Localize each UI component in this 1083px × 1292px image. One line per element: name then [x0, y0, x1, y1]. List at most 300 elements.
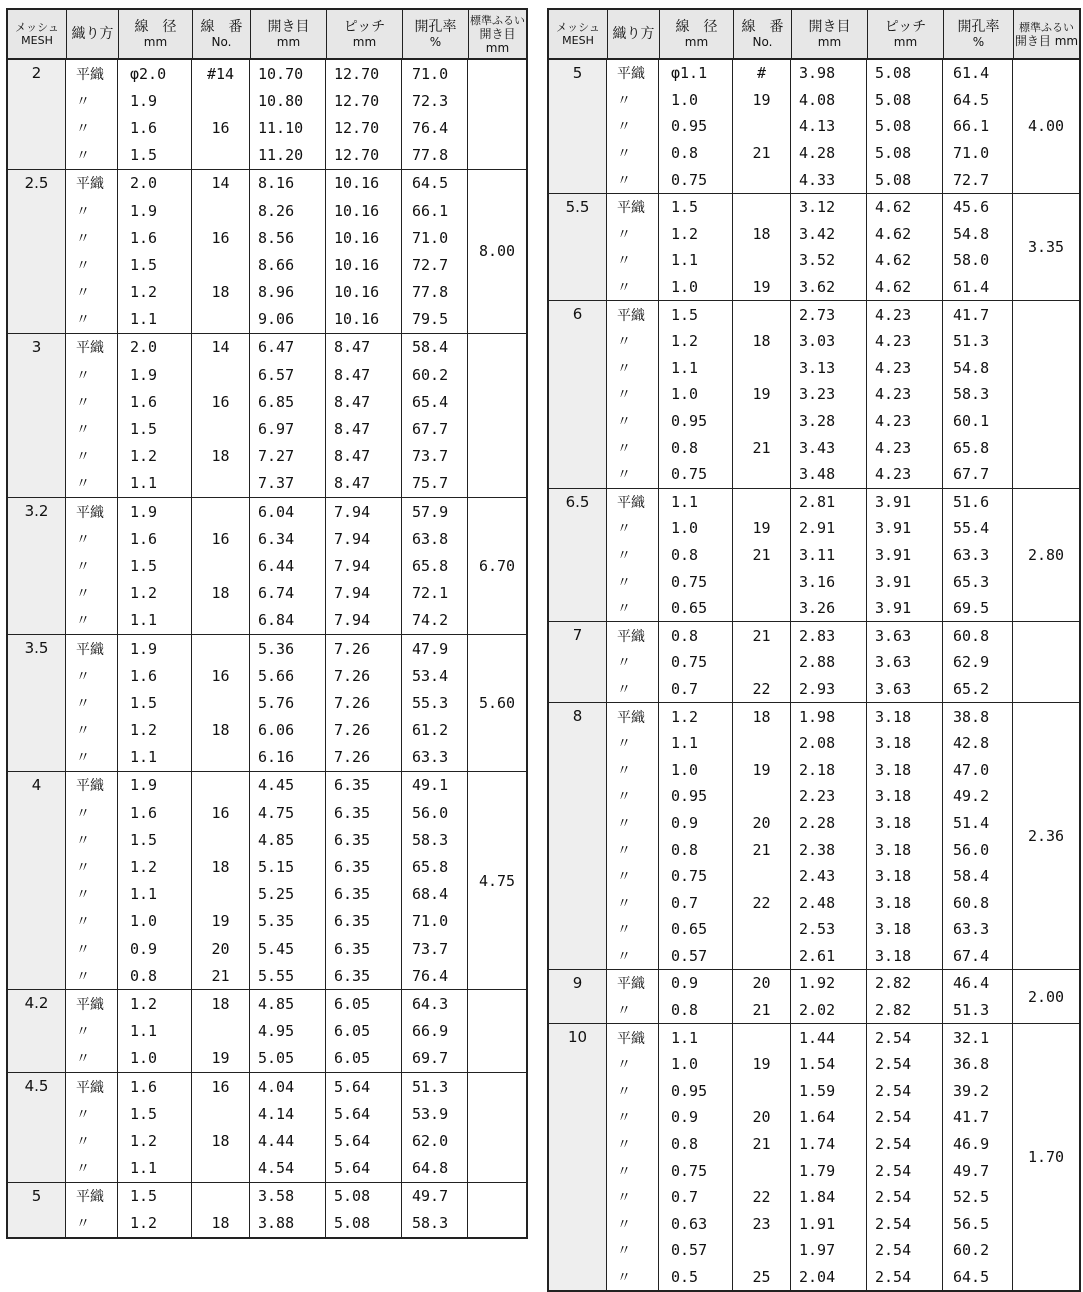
cell-pitch: 2.54 [867, 1157, 943, 1184]
standard-sieve-value: 4.75 [478, 871, 516, 890]
cell-weave: 平織 [607, 60, 659, 87]
cell-pitch: 3.63 [867, 676, 943, 703]
cell-num [192, 1155, 250, 1182]
cell-weave: 〃 [66, 197, 118, 224]
table-row [66, 1018, 468, 1045]
cell-dia: 0.8 [659, 542, 733, 569]
header-dia-line: mm [143, 35, 168, 49]
cell-weave: 〃 [66, 142, 118, 169]
cell-num: 20 [733, 970, 791, 997]
table-row [607, 1211, 1013, 1238]
cell-pitch: 2.54 [867, 1211, 943, 1238]
cell-dia: 1.9 [118, 635, 192, 662]
cell-ratio: 58.3 [402, 1210, 468, 1237]
cell-pitch: 7.94 [326, 552, 402, 579]
cell-pitch: 7.94 [326, 580, 402, 607]
cell-dia: 0.57 [659, 943, 733, 970]
table-row [66, 60, 468, 87]
mesh-group [549, 194, 1079, 301]
mesh-group [8, 772, 526, 991]
cell-dia: 1.0 [118, 1045, 192, 1072]
cell-weave: 〃 [607, 1211, 659, 1238]
cell-ratio: 54.8 [943, 355, 1013, 382]
table-row [66, 1127, 468, 1154]
cell-weave: 〃 [66, 1210, 118, 1237]
cell-pitch: 4.23 [867, 328, 943, 355]
cell-num [192, 1100, 250, 1127]
header-weave: 織り方 [607, 10, 659, 58]
cell-open: 8.56 [250, 224, 326, 251]
cell-pitch: 3.18 [867, 863, 943, 890]
cell-open: 2.38 [791, 836, 867, 863]
table-row [607, 87, 1013, 114]
mesh-group [8, 334, 526, 498]
cell-open: 4.95 [250, 1018, 326, 1045]
cell-open: 3.28 [791, 408, 867, 435]
cell-ratio: 72.3 [402, 87, 468, 114]
cell-ratio: 62.0 [402, 1127, 468, 1154]
header-dia-line: mm [684, 35, 709, 49]
mesh-group [8, 1073, 526, 1183]
cell-pitch: 10.16 [326, 306, 402, 333]
table-row [66, 525, 468, 552]
cell-num [733, 355, 791, 382]
cell-dia: 1.1 [659, 355, 733, 382]
cell-open: 10.70 [250, 60, 326, 87]
mesh-value: 5 [549, 60, 607, 193]
standard-sieve-value [1013, 622, 1079, 702]
cell-pitch: 3.18 [867, 836, 943, 863]
cell-open: 5.05 [250, 1045, 326, 1072]
cell-pitch: 2.54 [867, 1051, 943, 1078]
cell-open: 2.04 [791, 1264, 867, 1291]
standard-sieve-value: 2.00 [1027, 987, 1065, 1006]
cell-open: 6.44 [250, 552, 326, 579]
mesh-group [8, 60, 526, 170]
cell-weave: 〃 [66, 962, 118, 989]
table-row [66, 881, 468, 908]
cell-weave: 〃 [66, 1018, 118, 1045]
cell-weave: 〃 [66, 853, 118, 880]
cell-num [733, 1024, 791, 1051]
cell-weave: 〃 [66, 662, 118, 689]
cell-ratio: 41.7 [943, 301, 1013, 328]
cell-ratio: 60.2 [943, 1237, 1013, 1264]
cell-num: 22 [733, 676, 791, 703]
cell-weave: 〃 [607, 542, 659, 569]
table-row [66, 306, 468, 333]
table-row [607, 889, 1013, 916]
cell-pitch: 12.70 [326, 87, 402, 114]
cell-dia: 1.1 [118, 470, 192, 497]
table-row [607, 194, 1013, 221]
cell-open: 6.34 [250, 525, 326, 552]
cell-weave: 平織 [66, 772, 118, 799]
cell-weave: 〃 [607, 997, 659, 1024]
cell-open: 6.06 [250, 717, 326, 744]
cell-open: 2.88 [791, 649, 867, 676]
cell-num: 19 [733, 381, 791, 408]
cell-open: 6.57 [250, 361, 326, 388]
cell-dia: 0.95 [659, 408, 733, 435]
cell-open: 11.20 [250, 142, 326, 169]
cell-dia: 1.2 [659, 703, 733, 730]
table-row [66, 279, 468, 306]
header-open [250, 10, 326, 58]
cell-weave: 〃 [66, 361, 118, 388]
cell-num [192, 197, 250, 224]
cell-dia: φ2.0 [118, 60, 192, 87]
cell-pitch: 6.05 [326, 1018, 402, 1045]
cell-open: 4.04 [250, 1073, 326, 1100]
cell-ratio: 65.8 [943, 434, 1013, 461]
standard-sieve-value [468, 334, 526, 497]
cell-weave: 〃 [607, 916, 659, 943]
cell-ratio: 60.8 [943, 889, 1013, 916]
cell-weave: 〃 [607, 649, 659, 676]
cell-open: 2.91 [791, 515, 867, 542]
cell-ratio: 49.7 [943, 1157, 1013, 1184]
cell-dia: 1.0 [659, 381, 733, 408]
left-table [6, 8, 528, 1239]
cell-weave: 〃 [607, 1157, 659, 1184]
cell-dia: 1.5 [659, 301, 733, 328]
cell-ratio: 64.5 [943, 1264, 1013, 1291]
mesh-group [8, 498, 526, 635]
cell-dia: 1.6 [118, 799, 192, 826]
cell-dia: 1.5 [118, 1100, 192, 1127]
mesh-value: 4.2 [8, 990, 66, 1072]
cell-weave: 〃 [66, 744, 118, 771]
header-open-line: mm [276, 35, 301, 49]
cell-dia: 1.0 [659, 515, 733, 542]
cell-dia: 1.0 [659, 274, 733, 301]
header-num [733, 10, 791, 58]
table-row [607, 783, 1013, 810]
header-num-line: 線 番 [741, 19, 784, 35]
cell-open: 3.62 [791, 274, 867, 301]
cell-pitch: 5.08 [867, 113, 943, 140]
group-rows [607, 60, 1013, 193]
cell-dia: 0.75 [659, 568, 733, 595]
header-ratio-line: 開孔率 [414, 19, 457, 35]
cell-ratio: 67.7 [402, 415, 468, 442]
cell-open: 1.64 [791, 1104, 867, 1131]
table-row [66, 826, 468, 853]
table-row [66, 635, 468, 662]
cell-weave: 平織 [607, 970, 659, 997]
cell-num [733, 730, 791, 757]
cell-dia: 1.6 [118, 1073, 192, 1100]
cell-weave: 〃 [66, 1127, 118, 1154]
cell-ratio: 60.2 [402, 361, 468, 388]
cell-num [733, 568, 791, 595]
cell-weave: 平織 [607, 622, 659, 649]
cell-pitch: 4.62 [867, 221, 943, 248]
cell-open: 10.80 [250, 87, 326, 114]
cell-open: 1.59 [791, 1078, 867, 1105]
cell-num: 23 [733, 1211, 791, 1238]
cell-num: 19 [733, 756, 791, 783]
header-ratio [402, 10, 468, 58]
cell-weave: 〃 [607, 1051, 659, 1078]
cell-dia: 1.5 [118, 826, 192, 853]
cell-pitch: 2.54 [867, 1024, 943, 1051]
cell-dia: 2.0 [118, 334, 192, 361]
table-row [607, 515, 1013, 542]
cell-open: 4.14 [250, 1100, 326, 1127]
cell-num: 18 [192, 717, 250, 744]
cell-open: 2.53 [791, 916, 867, 943]
cell-pitch: 8.47 [326, 361, 402, 388]
table-row [607, 595, 1013, 622]
header-open [791, 10, 867, 58]
cell-weave: 平織 [607, 194, 659, 221]
cell-ratio: 68.4 [402, 881, 468, 908]
header-ratio-line: 開孔率 [957, 19, 1000, 35]
cell-num [192, 87, 250, 114]
cell-open: 3.23 [791, 381, 867, 408]
header-mesh-line: メッシュ [556, 21, 600, 34]
cell-pitch: 12.70 [326, 114, 402, 141]
cell-ratio: 41.7 [943, 1104, 1013, 1131]
cell-weave: 〃 [607, 730, 659, 757]
header-num-line: No. [211, 35, 232, 49]
cell-pitch: 7.26 [326, 744, 402, 771]
cell-dia: 0.75 [659, 649, 733, 676]
cell-pitch: 8.47 [326, 443, 402, 470]
table-row [66, 1183, 468, 1210]
cell-pitch: 5.08 [326, 1210, 402, 1237]
cell-weave: 〃 [607, 595, 659, 622]
cell-ratio: 77.8 [402, 142, 468, 169]
table-row [66, 361, 468, 388]
cell-num [733, 595, 791, 622]
group-rows [66, 635, 468, 771]
cell-open: 2.23 [791, 783, 867, 810]
cell-num [733, 408, 791, 435]
cell-ratio: 60.1 [943, 408, 1013, 435]
table-row [607, 1104, 1013, 1131]
cell-dia: 0.7 [659, 889, 733, 916]
cell-open: 2.93 [791, 676, 867, 703]
table-row [607, 542, 1013, 569]
table-row [607, 461, 1013, 488]
table-row [607, 997, 1013, 1024]
cell-open: 3.43 [791, 434, 867, 461]
group-rows [66, 772, 468, 990]
cell-weave: 〃 [607, 140, 659, 167]
cell-ratio: 64.8 [402, 1155, 468, 1182]
cell-weave: 平織 [607, 703, 659, 730]
mesh-value: 3.2 [8, 498, 66, 634]
cell-num [733, 1237, 791, 1264]
cell-open: 3.03 [791, 328, 867, 355]
cell-weave: 〃 [607, 113, 659, 140]
header-mesh [549, 10, 607, 58]
cell-ratio: 76.4 [402, 962, 468, 989]
cell-weave: 〃 [607, 328, 659, 355]
cell-num: 21 [733, 997, 791, 1024]
cell-dia: 0.95 [659, 113, 733, 140]
cell-dia: 1.9 [118, 498, 192, 525]
cell-dia: 0.9 [659, 810, 733, 837]
cell-open: 3.11 [791, 542, 867, 569]
cell-open: 6.16 [250, 744, 326, 771]
cell-open: 2.61 [791, 943, 867, 970]
cell-weave: 〃 [66, 607, 118, 634]
cell-weave: 〃 [607, 1104, 659, 1131]
cell-ratio: 65.8 [402, 853, 468, 880]
cell-weave: 〃 [607, 1078, 659, 1105]
cell-weave: 〃 [66, 552, 118, 579]
mesh-value: 4 [8, 772, 66, 990]
cell-ratio: 65.4 [402, 388, 468, 415]
header-std-line: 標準ふるい [1019, 20, 1074, 34]
cell-num: 18 [192, 279, 250, 306]
cell-weave: 〃 [66, 935, 118, 962]
table-row [607, 328, 1013, 355]
cell-pitch: 3.91 [867, 542, 943, 569]
cell-weave: 〃 [607, 863, 659, 890]
cell-weave: 〃 [66, 470, 118, 497]
cell-num [733, 863, 791, 890]
cell-weave: 平織 [607, 1024, 659, 1051]
cell-pitch: 3.63 [867, 649, 943, 676]
cell-weave: 平織 [66, 334, 118, 361]
cell-ratio: 47.9 [402, 635, 468, 662]
cell-num [192, 689, 250, 716]
cell-pitch: 3.18 [867, 756, 943, 783]
cell-dia: 1.2 [118, 990, 192, 1017]
cell-weave: 平織 [66, 1183, 118, 1210]
cell-ratio: 63.3 [943, 542, 1013, 569]
cell-open: 6.47 [250, 334, 326, 361]
cell-dia: 0.75 [659, 1157, 733, 1184]
cell-open: 3.16 [791, 568, 867, 595]
cell-open: 3.88 [250, 1210, 326, 1237]
standard-sieve-value: 1.70 [1027, 1148, 1065, 1167]
cell-dia: 1.5 [118, 142, 192, 169]
mesh-value: 3 [8, 334, 66, 497]
cell-open: 3.48 [791, 461, 867, 488]
cell-ratio: 67.7 [943, 461, 1013, 488]
cell-pitch: 2.54 [867, 1184, 943, 1211]
cell-num: 16 [192, 114, 250, 141]
group-rows [607, 970, 1013, 1023]
table-row [607, 943, 1013, 970]
cell-pitch: 3.91 [867, 595, 943, 622]
cell-dia: 1.6 [118, 662, 192, 689]
cell-weave: 〃 [607, 408, 659, 435]
cell-ratio: 66.1 [943, 113, 1013, 140]
cell-num [192, 415, 250, 442]
cell-ratio: 75.7 [402, 470, 468, 497]
cell-open: 8.66 [250, 251, 326, 278]
header-dia [659, 10, 733, 58]
cell-ratio: 53.4 [402, 662, 468, 689]
cell-num: 18 [192, 853, 250, 880]
header-pitch-line: mm [352, 35, 377, 49]
cell-pitch: 2.54 [867, 1237, 943, 1264]
cell-pitch: 3.18 [867, 783, 943, 810]
standard-sieve-value [468, 1073, 526, 1182]
cell-num: 14 [192, 170, 250, 197]
cell-num: 18 [192, 443, 250, 470]
cell-pitch: 2.54 [867, 1078, 943, 1105]
cell-dia: 0.75 [659, 166, 733, 193]
header-dia [118, 10, 192, 58]
cell-dia: 1.5 [118, 415, 192, 442]
cell-dia: 1.2 [118, 1210, 192, 1237]
cell-open: 4.85 [250, 990, 326, 1017]
cell-num [733, 649, 791, 676]
table-row [66, 717, 468, 744]
standard-sieve-value: 8.00 [478, 242, 516, 261]
cell-ratio: 52.5 [943, 1184, 1013, 1211]
cell-open: 2.43 [791, 863, 867, 890]
cell-num: 21 [733, 836, 791, 863]
cell-pitch: 4.23 [867, 434, 943, 461]
cell-dia: 0.8 [659, 1131, 733, 1158]
cell-ratio: 51.3 [943, 328, 1013, 355]
cell-weave: 〃 [607, 810, 659, 837]
cell-ratio: 63.3 [943, 916, 1013, 943]
cell-pitch: 5.64 [326, 1155, 402, 1182]
cell-dia: 0.57 [659, 1237, 733, 1264]
cell-num: 18 [192, 580, 250, 607]
cell-ratio: 77.8 [402, 279, 468, 306]
cell-num: 19 [733, 1051, 791, 1078]
table-row [66, 744, 468, 771]
header-ratio [943, 10, 1013, 58]
header-std-line: 標準ふるい [470, 13, 525, 27]
header-mesh-line: MESH [562, 34, 594, 47]
table-row [607, 863, 1013, 890]
cell-dia: 1.1 [118, 607, 192, 634]
group-rows [607, 194, 1013, 300]
cell-pitch: 4.62 [867, 247, 943, 274]
cell-open: 8.96 [250, 279, 326, 306]
cell-weave: 〃 [66, 525, 118, 552]
cell-ratio: 49.1 [402, 772, 468, 799]
table-row [607, 247, 1013, 274]
cell-pitch: 3.18 [867, 703, 943, 730]
table-row [66, 580, 468, 607]
cell-dia: 0.8 [659, 434, 733, 461]
cell-pitch: 4.23 [867, 381, 943, 408]
cell-pitch: 5.08 [326, 1183, 402, 1210]
cell-pitch: 3.18 [867, 943, 943, 970]
cell-num [733, 1078, 791, 1105]
cell-open: 7.27 [250, 443, 326, 470]
cell-dia: 1.9 [118, 87, 192, 114]
cell-dia: 1.1 [659, 1024, 733, 1051]
cell-weave: 〃 [607, 355, 659, 382]
table-row [607, 649, 1013, 676]
cell-ratio: 58.0 [943, 247, 1013, 274]
cell-ratio: 71.0 [402, 908, 468, 935]
cell-pitch: 7.26 [326, 662, 402, 689]
cell-num [192, 142, 250, 169]
cell-pitch: 8.47 [326, 388, 402, 415]
table-row [607, 1024, 1013, 1051]
cell-weave: 〃 [607, 87, 659, 114]
header-std [468, 10, 526, 58]
cell-pitch: 8.47 [326, 334, 402, 361]
cell-ratio: 60.8 [943, 622, 1013, 649]
cell-dia: 1.2 [118, 1127, 192, 1154]
